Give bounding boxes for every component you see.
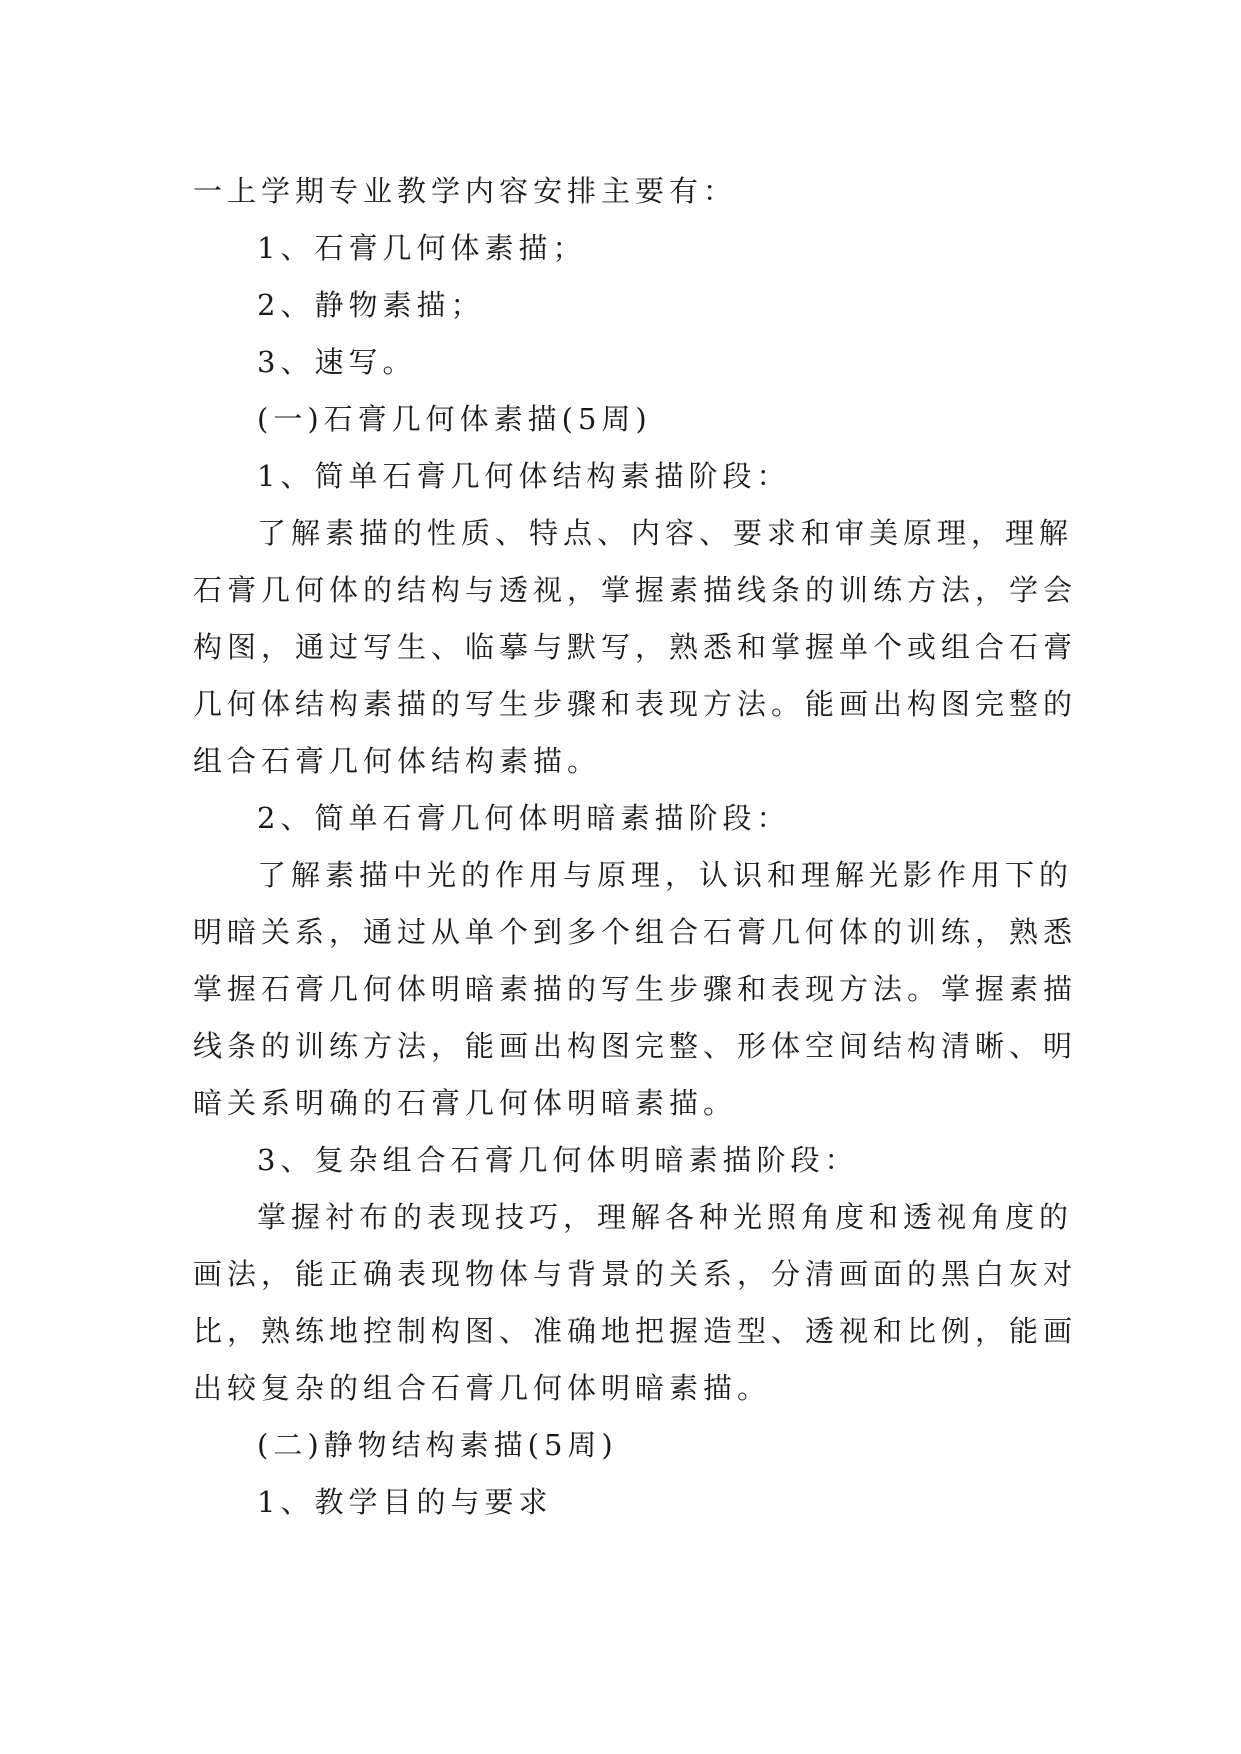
paragraph-line: 明暗关系，通过从单个到多个组合石膏几何体的训练，熟悉 xyxy=(193,915,1078,949)
paragraph-line: 线条的训练方法，能画出构图完整、形体空间结构清晰、明 xyxy=(193,1029,1078,1063)
paragraph-line: 石膏几何体的结构与透视，掌握素描线条的训练方法，学会 xyxy=(193,573,1078,607)
stage-paragraph xyxy=(193,1189,1078,1417)
paragraph-line: 几何体结构素描的写生步骤和表现方法。能画出构图完整的 xyxy=(193,687,1078,721)
section-heading: (一)石膏几何体素描(5周) xyxy=(257,402,652,436)
paragraph-line: 画法，能正确表现物体与背景的关系，分清画面的黑白灰对 xyxy=(193,1257,1078,1291)
paragraph-line: 掌握衬布的表现技巧，理解各种光照角度和透视角度的 xyxy=(257,1200,1074,1234)
subsection-title: 1、教学目的与要求 xyxy=(257,1485,553,1519)
paragraph-line: 掌握石膏几何体明暗素描的写生步骤和表现方法。掌握素描 xyxy=(193,972,1078,1006)
stage-title: 2、简单石膏几何体明暗素描阶段： xyxy=(257,801,791,835)
section-heading: (二)静物结构素描(5周) xyxy=(257,1428,618,1462)
paragraph-line: 了解素描的性质、特点、内容、要求和审美原理，理解 xyxy=(257,516,1074,550)
list-item: 3、速写。 xyxy=(257,345,417,379)
paragraph-line: 出较复杂的组合石膏几何体明暗素描。 xyxy=(193,1371,772,1405)
paragraph-line: 组合石膏几何体结构素描。 xyxy=(193,744,602,778)
paragraph-line: 了解素描中光的作用与原理，认识和理解光影作用下的 xyxy=(257,858,1074,892)
stage-paragraph xyxy=(193,847,1078,1132)
intro-text: 一上学期专业教学内容安排主要有： xyxy=(193,174,738,208)
list-item: 1、石膏几何体素描； xyxy=(257,231,587,265)
paragraph-line: 构图，通过写生、临摹与默写，熟悉和掌握单个或组合石膏 xyxy=(193,630,1078,664)
stage-paragraph xyxy=(193,505,1078,790)
paragraph-line: 比，熟练地控制构图、准确地把握造型、透视和比例，能画 xyxy=(193,1314,1078,1348)
document-body xyxy=(193,163,1078,1531)
stage-title: 3、复杂组合石膏几何体明暗素描阶段： xyxy=(257,1143,859,1177)
paragraph-line: 暗关系明确的石膏几何体明暗素描。 xyxy=(193,1086,738,1120)
stage-title: 1、简单石膏几何体结构素描阶段： xyxy=(257,459,791,493)
list-item: 2、静物素描； xyxy=(257,288,485,322)
